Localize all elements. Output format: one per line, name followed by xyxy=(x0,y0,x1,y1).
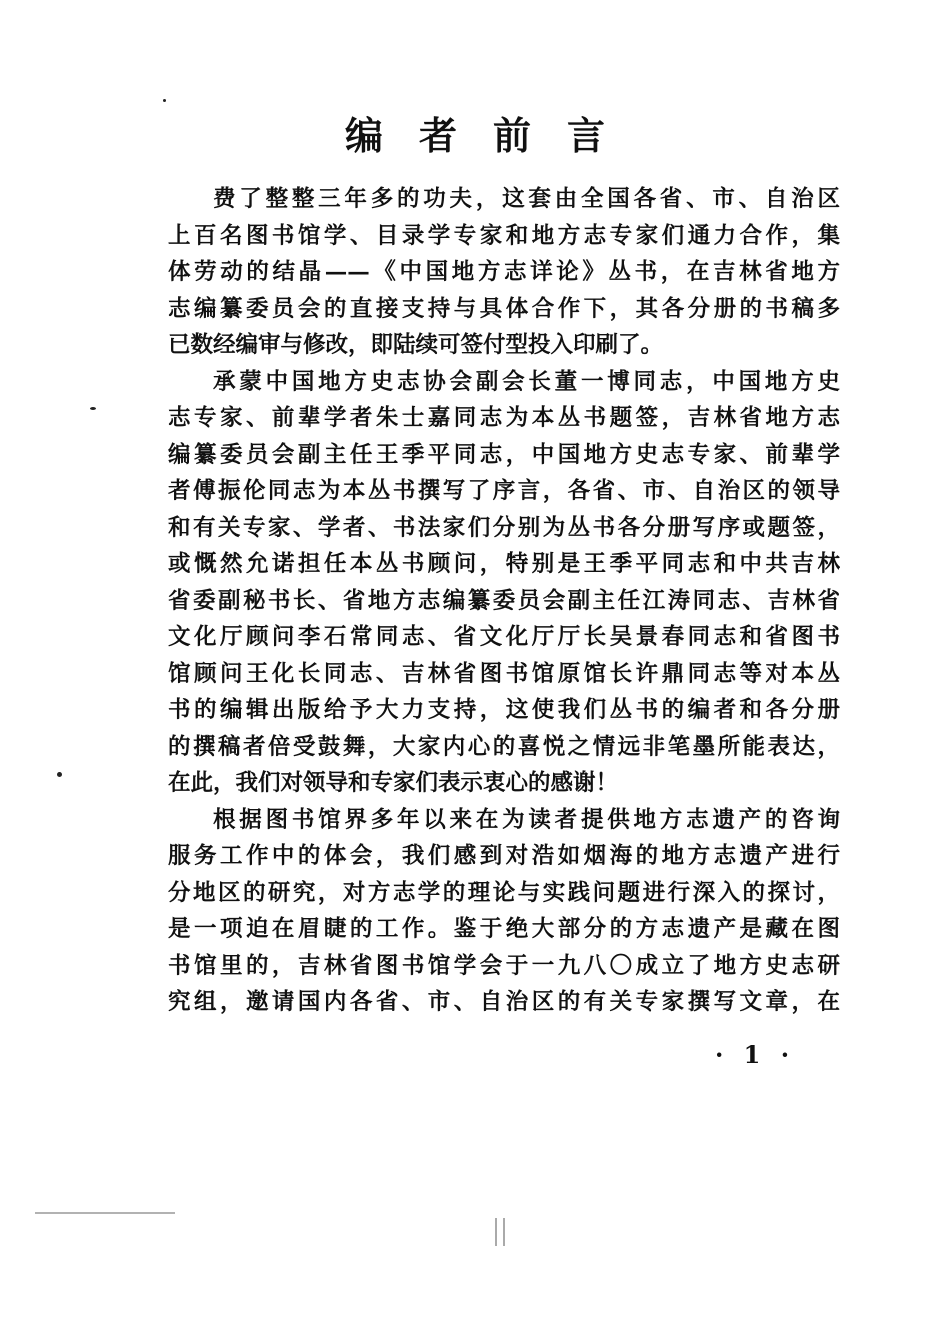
text-line: 编纂委员会副主任王季平同志，中国地方史志专家、前辈学 xyxy=(168,441,840,468)
scan-speck xyxy=(163,99,166,102)
text-line: 者傅振伦同志为本丛书撰写了序言，各省、市、自治区的领导 xyxy=(168,478,840,504)
text-line: 或慨然允诺担任本丛书顾问，特别是王季平同志和中共吉林 xyxy=(168,551,840,577)
paragraph-3 xyxy=(168,802,840,1021)
page-number: · 1 · xyxy=(714,1040,796,1069)
text-line: 志专家、前辈学者朱士嘉同志为本丛书题签，吉林省地方志 xyxy=(168,405,840,431)
scan-speck xyxy=(90,407,96,410)
text-line: 书馆里的，吉林省图书馆学会于一九八〇成立了地方史志研 xyxy=(168,952,840,979)
text-line: 体劳动的结晶——《中国地方志详论》丛书，在吉林省地方 xyxy=(168,259,840,285)
paragraph-2 xyxy=(168,364,840,802)
text-line: 服务工作中的体会，我们感到对浩如烟海的地方志遗产进行 xyxy=(168,843,840,869)
scan-dash xyxy=(503,1218,505,1246)
text-line: 是一项迫在眉睫的工作。鉴于绝大部分的方志遗产是藏在图 xyxy=(168,916,840,942)
text-line: 志编纂委员会的直接支持与具体合作下，其各分册的书稿多 xyxy=(168,295,840,322)
text-line: 文化厅顾问李石常同志、省文化厅厅长吴景春同志和省图书 xyxy=(168,624,840,650)
text-line: 的撰稿者倍受鼓舞，大家内心的喜悦之情远非笔墨所能表达， xyxy=(168,733,840,760)
text-line: 书的编辑出版给予大力支持，这使我们丛书的编者和各分册 xyxy=(168,697,840,723)
text-line: 在此，我们对领导和专家们表示衷心的感谢！ xyxy=(168,770,619,796)
page-title: 编者前言 xyxy=(344,114,641,158)
text-line: 已数经编审与修改，即陆续可签付型投入印刷了。 xyxy=(168,332,664,358)
text-line: 承蒙中国地方史志协会副会长董一博同志，中国地方史 xyxy=(213,368,840,395)
text-line: 根据图书馆界多年以来在为读者提供地方志遗产的咨询 xyxy=(213,806,840,833)
text-line: 和有关专家、学者、书法家们分别为丛书各分册写序或题签， xyxy=(168,514,840,541)
scan-dash xyxy=(35,1212,175,1214)
text-line: 馆顾问王化长同志、吉林省图书馆原馆长许鼎同志等对本丛 xyxy=(168,660,840,687)
scan-speck xyxy=(57,772,62,777)
preface-body xyxy=(168,181,840,1021)
text-line: 上百名图书馆学、目录学专家和地方志专家们通力合作，集 xyxy=(168,222,840,249)
paragraph-1 xyxy=(168,181,840,364)
scan-dash xyxy=(495,1218,497,1246)
text-line: 分地区的研究，对方志学的理论与实践问题进行深入的探讨， xyxy=(168,879,840,906)
text-line: 究组，邀请国内各省、市、自治区的有关专家撰写文章，在 xyxy=(168,989,840,1015)
text-line: 省委副秘书长、省地方志编纂委员会副主任江涛同志、吉林省 xyxy=(168,587,840,614)
text-line: 费了整整三年多的功夫，这套由全国各省、市、自治区 xyxy=(213,186,840,212)
